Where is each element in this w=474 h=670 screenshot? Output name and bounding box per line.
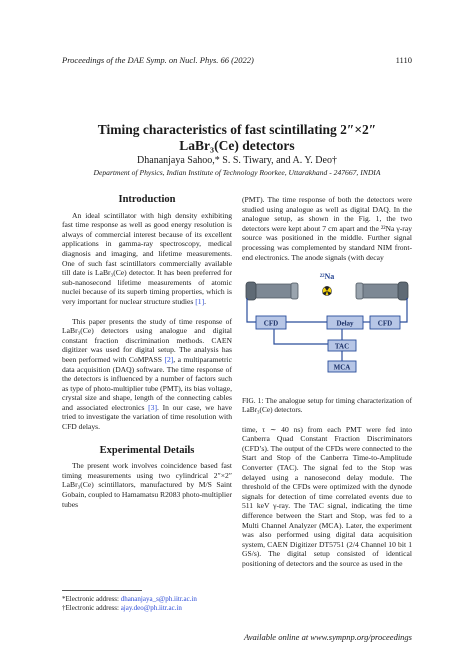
tac-label: TAC	[334, 342, 350, 351]
footnote-email-1: *Electronic address: dhananjaya_s@ph.iitr.ac.in	[62, 595, 197, 603]
left-column	[62, 195, 232, 509]
left-detector-icon	[246, 282, 298, 300]
author-list: Dhananjaya Sahoo,* S. S. Tiwary, and A. Y. Deo†	[137, 155, 337, 166]
footnote-email-2: †Electronic address: ajay.deo@ph.iitr.ac.in	[62, 604, 182, 612]
email-link-2[interactable]: ajay.deo@ph.iitr.ac.in	[120, 604, 182, 612]
page-footer: Available online at www.sympnp.org/proceedings	[243, 632, 412, 642]
right-detector-icon	[356, 282, 408, 300]
radiation-source-icon	[322, 286, 331, 295]
email-link-1[interactable]: dhananjaya_s@ph.iitr.ac.in	[120, 595, 197, 603]
figure-1-caption: FIG. 1: The analogue setup for timing characterization of LaBr₃(Ce) detectors.	[242, 396, 412, 415]
intro-paragraph-2: This paper presents the study of time response of LaBr₃(Ce) detectors using analogue and digital constant fraction discrimination methods. CAEN digitizer was used for digital setup. The analysis has been performed with CoMPASS [2], a multiparametric data acquisition (DAQ) software. The time response of the detectors is influenced by a number of factors such as type of photo-multiplier tube (PMT), its bias voltage, crystal size and shape, length of the connecting cables and associated electronics [3]. In our case, we have tried to investigate the variation of time resolution with CFD delays.	[62, 316, 233, 432]
setup-diagram-svg	[242, 268, 412, 388]
figure-1-setup-diagram	[242, 268, 412, 388]
cfd-right-label: CFD	[377, 319, 393, 328]
cfd-left-label: CFD	[263, 319, 279, 328]
section-heading-experimental-details: Experimental Details	[99, 444, 195, 456]
proceedings-title: Proceedings of the DAE Symp. on Nucl. Phys. 66 (2022)	[62, 55, 254, 65]
page-number: 1110	[395, 55, 412, 65]
title-line-2: LaBr₃(Ce) detectors	[179, 138, 295, 153]
experimental-paragraph-1: The present work involves coincidence based fast timing measurements using two cylindrical 2″×2″ LaBr₃(Ce) scintillators, manufactured by M/S Saint Gobain, coupled to Hamamatsu R2083 photo-multiplier tubes	[62, 461, 232, 509]
title-line-1: Timing characteristics of fast scintillating 2″×2″	[97, 122, 377, 137]
footnotes	[62, 590, 232, 613]
paper-title	[40, 122, 434, 154]
intro-paragraph-1: An ideal scintillator with high density exhibiting fast time response as well as good energy resolution is always of commercial interest because of its excellent applications in gamma-ray spectroscopy, medical diagnosis and imaging, and lifetime measurements. One of such fast scintillators commercially available till date is LaBr₃(Ce) detector. It has been preferred for sub-nanosecond lifetime measurements of atomic nuclei because of its superb timing properties, which is very important for nuclear structure studies [1].	[62, 210, 232, 306]
mca-label: MCA	[333, 363, 351, 372]
citation-link-1[interactable]: [1]	[195, 296, 205, 306]
right-paragraph-1: (PMT). The time response of both the detectors were studied using analogue as well as digital DAQ. In the analogue setup, as shown in the Fig. 1, the two detectors were kept about 7 cm apart and the ²²Na γ-ray source was positioned in the middle. Further signal processing was complemented by standard NIM front-end electronics. The anode signals (with decay	[242, 195, 412, 262]
running-header	[62, 55, 412, 65]
section-heading-introduction: Introduction	[118, 194, 176, 205]
right-paragraph-2: time, τ ∼ 40 ns) from each PMT were fed into Canberra Quad Constant Fraction Discriminators (CFD’s). The output of the CFDs were connected to the Start and Stop of the Canberra Time-to-Amplitude Converter (TAC). The signal fed to the Stop was delayed using a nanosecond delay module. The threshold of the CFDs were optimized with the dynode signals for detection of time correlated events due to 511 keV γ-ray. The TAC signal, indicating the time difference between the Start and Stop, was fed to a Multi Channel Analyzer (MCA). Later, the experiment was also performed using digital data acquisition system, CAEN Digitizer DT5751 (2/4 Channel 10 bit 1 GS/s). The digital setup consisted of identical positioning of detectors and the source as used in the	[242, 424, 412, 568]
source-label: ²²Na	[319, 272, 335, 282]
footnote-rule	[62, 590, 142, 591]
right-column	[242, 195, 412, 568]
signal-cables	[247, 298, 407, 361]
affiliation: Department of Physics, Indian Institute of Technology Roorkee, Uttarakhand - 247667, INDIA	[93, 168, 381, 177]
citation-link-2[interactable]: [2]	[164, 354, 174, 364]
citation-link-3[interactable]: [3]	[148, 402, 158, 412]
delay-label: Delay	[336, 319, 354, 328]
